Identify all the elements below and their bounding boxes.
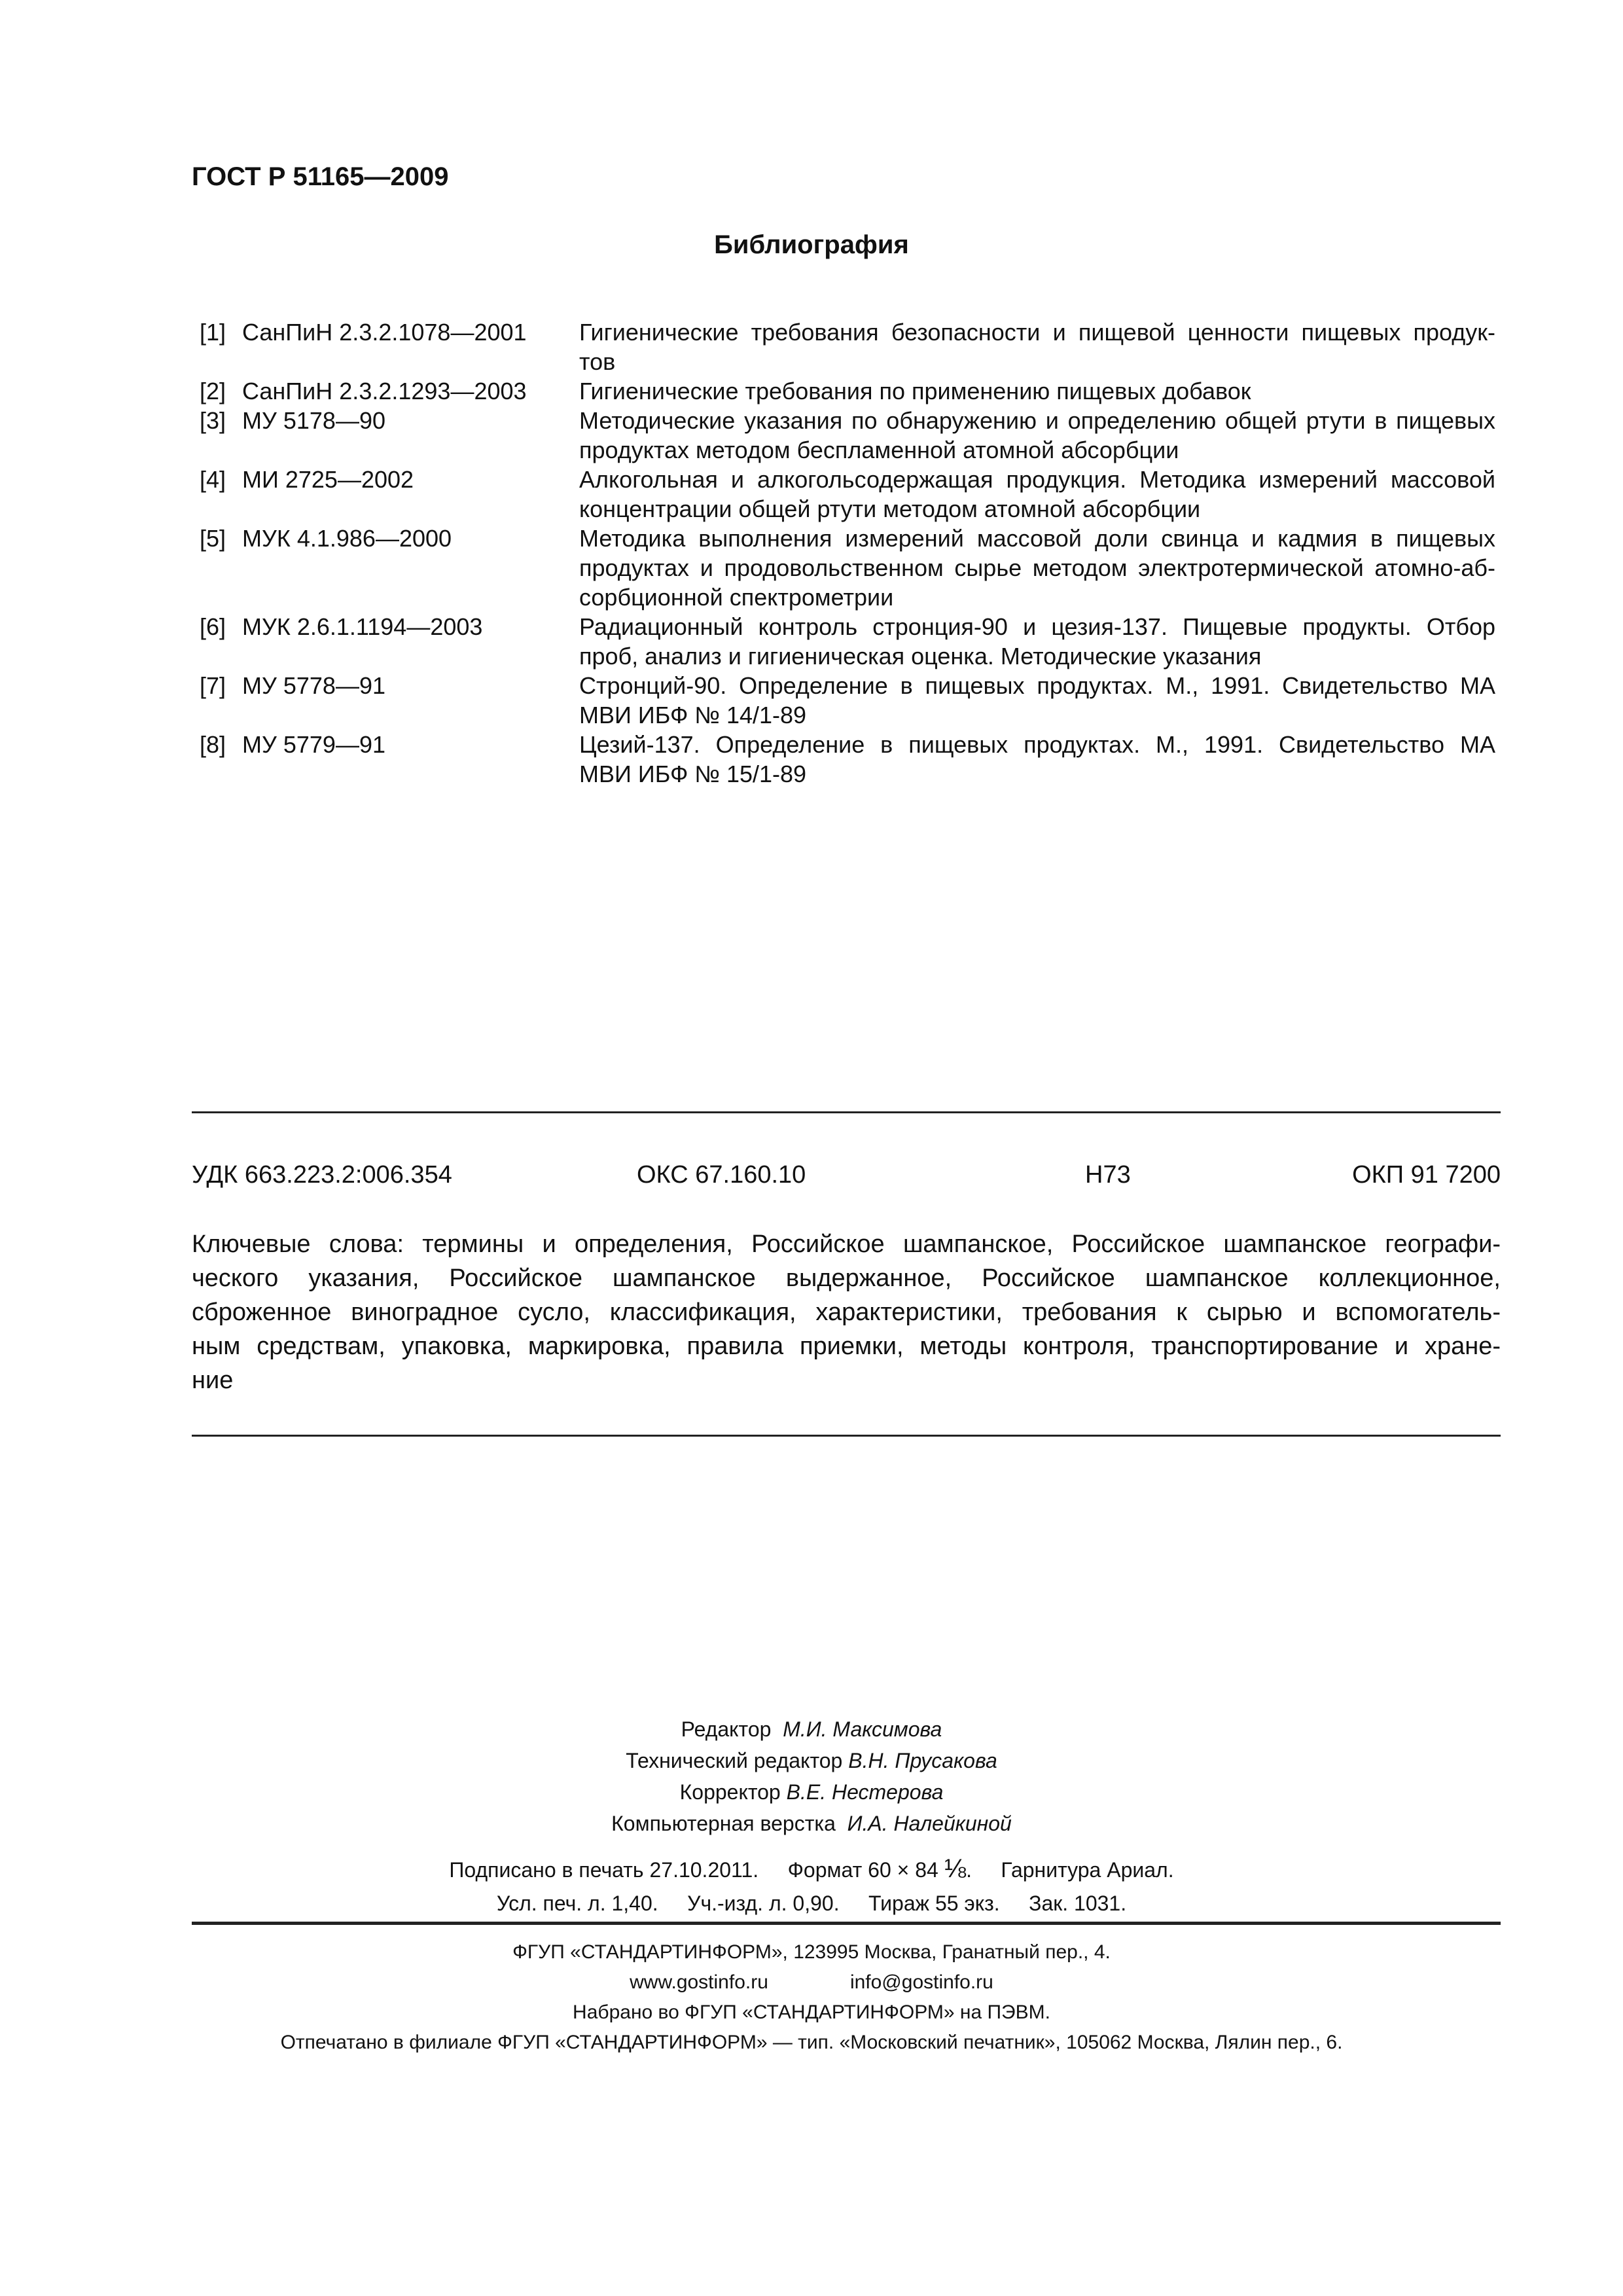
entry-code: МУ 5178—90 [242, 407, 385, 434]
keywords-line: сброженное виноградное сусло, классификация, характеристики, требования к сырью и вспомогатель- [192, 1299, 1501, 1326]
bibliography-entry [200, 406, 1508, 465]
signed-date: Подписано в печать 27.10.2011. [449, 1858, 759, 1882]
entry-description-line: продуктах и продовольственном сырье методом электротермической атомно-аб- [579, 554, 1495, 581]
order-number: Зак. 1031. [1029, 1892, 1127, 1915]
keywords-line: ным средствам, упаковка, маркировка, правила приемки, методы контроля, транспортирование и хране- [192, 1333, 1501, 1360]
entry-number: [2] [200, 378, 226, 404]
entry-description-line: Методика выполнения измерений массовой доли свинца и кадмия в пищевых [579, 525, 1495, 552]
entry-description [579, 730, 1495, 789]
entry-code: МУ 5779—91 [242, 731, 385, 758]
entry-code: МУК 4.1.986—2000 [242, 525, 452, 552]
bibliography-entry [200, 465, 1508, 524]
staff-name: В.Н. Прусакова [848, 1749, 997, 1772]
keywords-line: ческого указания, Российское шампанское выдержанное, Российское шампанское коллекционное, [192, 1265, 1501, 1292]
publisher-website: www.gostinfo.ru [630, 1971, 768, 1993]
keywords-paragraph [192, 1227, 1501, 1397]
entry-description-line: Методические указания по обнаружению и определению общей ртути в пищевых [579, 407, 1495, 434]
publisher-email: info@gostinfo.ru [849, 1971, 993, 1993]
entry-description [579, 671, 1495, 730]
print-run: Тираж 55 экз. [868, 1892, 1000, 1915]
entry-description-line: продуктах методом беспламенной атомной абсорбции [579, 437, 1179, 463]
entry-description [579, 612, 1495, 671]
group-code: Н73 [1085, 1161, 1131, 1189]
staff-proofreader [0, 1776, 1623, 1808]
entry-number: [3] [200, 407, 226, 434]
entry-number: [4] [200, 466, 226, 493]
bibliography-entry [200, 317, 1508, 376]
entry-description-line: Цезий-137. Определение в пищевых продуктах. М., 1991. Свидетельство МА [579, 731, 1495, 758]
document-code: ГОСТ Р 51165—2009 [192, 162, 449, 191]
entry-code: МУК 2.6.1.1194—2003 [242, 613, 483, 640]
entry-description [579, 465, 1495, 524]
divider-bottom [192, 1922, 1501, 1925]
oks-code: ОКС 67.160.10 [637, 1161, 806, 1189]
bibliography-entry [200, 671, 1508, 730]
editorial-staff [0, 1713, 1623, 1839]
staff-role: Компьютерная верстка [611, 1812, 836, 1835]
okp-code: ОКП 91 7200 [1352, 1161, 1501, 1189]
publisher-address: ФГУП «СТАНДАРТИНФОРМ», 123995 Москва, Гранатный пер., 4. [512, 1941, 1111, 1963]
entry-description-line: МВИ ИБФ № 14/1-89 [579, 702, 807, 728]
print-info-line-1: Подписано в печать 27.10.2011. Формат 60 × 84 ⅛. Гарнитура Ариал. [449, 1854, 1174, 1883]
bibliography-entry [200, 730, 1508, 789]
entry-number: [5] [200, 525, 226, 552]
keywords-line: ние [192, 1367, 234, 1394]
entry-description-line: МВИ ИБФ № 15/1-89 [579, 761, 807, 787]
entry-number: [8] [200, 731, 226, 758]
print-info-line-2 [0, 1892, 1623, 1916]
entry-description [579, 406, 1495, 465]
entry-description-line: тов [579, 348, 616, 375]
staff-name: В.Е. Нестерова [786, 1780, 944, 1804]
entry-number: [1] [200, 319, 226, 346]
divider-top [192, 1111, 1501, 1113]
staff-editor [0, 1713, 1623, 1745]
entry-description-line: Алкогольная и алкогольсодержащая продукция. Методика измерений массовой [579, 466, 1495, 493]
typeset-note: Набрано во ФГУП «СТАНДАРТИНФОРМ» на ПЭВМ. [573, 2001, 1050, 2023]
staff-role: Редактор [681, 1717, 772, 1741]
entry-description-line: Стронций-90. Определение в пищевых продуктах. М., 1991. Свидетельство МА [579, 672, 1495, 699]
print-format: Формат 60 × 84 [787, 1858, 938, 1882]
bibliography-entry [200, 524, 1508, 612]
bibliography-entry [200, 612, 1508, 671]
divider-middle [192, 1435, 1501, 1437]
entry-code: СанПиН 2.3.2.1293—2003 [242, 378, 527, 404]
entry-description [579, 376, 1495, 406]
keywords-line: Ключевые слова: термины и определения, Российское шампанское, Российское шампанское географи- [192, 1230, 1501, 1258]
entry-number: [6] [200, 613, 226, 640]
page-title: Библиография [714, 230, 909, 259]
entry-description [579, 317, 1495, 376]
entry-description-line: проб, анализ и гигиеническая оценка. Методические указания [579, 643, 1262, 670]
staff-tech-editor [0, 1745, 1623, 1776]
publisher-sheets: Уч.-изд. л. 0,90. [687, 1892, 840, 1915]
entry-description-line: концентрации общей ртути методом атомной абсорбции [579, 495, 1201, 522]
staff-role: Корректор [679, 1780, 781, 1804]
classification-row [192, 1161, 1501, 1194]
entry-code: МУ 5778—91 [242, 672, 385, 699]
staff-layout [0, 1808, 1623, 1839]
publisher-block [0, 1937, 1623, 2058]
printing-house-note: Отпечатано в филиале ФГУП «СТАНДАРТИНФОРМ» — тип. «Московский печатник», 105062 Москва, Лялин пер., 6. [280, 2032, 1343, 2053]
typeface: Гарнитура Ариал. [1001, 1858, 1174, 1882]
staff-role: Технический редактор [626, 1749, 843, 1772]
bibliography-list [200, 317, 1508, 789]
entry-description-line: Гигиенические требования по применению пищевых добавок [579, 378, 1251, 404]
staff-name: М.И. Максимова [783, 1717, 942, 1741]
publisher-contacts [0, 1967, 1623, 1998]
printed-sheets: Усл. печ. л. 1,40. [496, 1892, 658, 1915]
entry-description-line: сорбционной спектрометрии [579, 584, 894, 611]
entry-description [579, 524, 1495, 612]
entry-description-line: Гигиенические требования безопасности и пищевой ценности пищевых продук- [579, 319, 1495, 346]
entry-number: [7] [200, 672, 226, 699]
staff-name: И.А. Налейкиной [847, 1812, 1012, 1835]
entry-description-line: Радиационный контроль стронция-90 и цезия-137. Пищевые продукты. Отбор [579, 613, 1495, 640]
entry-code: СанПиН 2.3.2.1078—2001 [242, 319, 527, 346]
entry-code: МИ 2725—2002 [242, 466, 414, 493]
udk-code: УДК 663.223.2:006.354 [192, 1161, 452, 1189]
print-format-fraction: ⅛ [944, 1854, 967, 1883]
bibliography-entry [200, 376, 1508, 406]
